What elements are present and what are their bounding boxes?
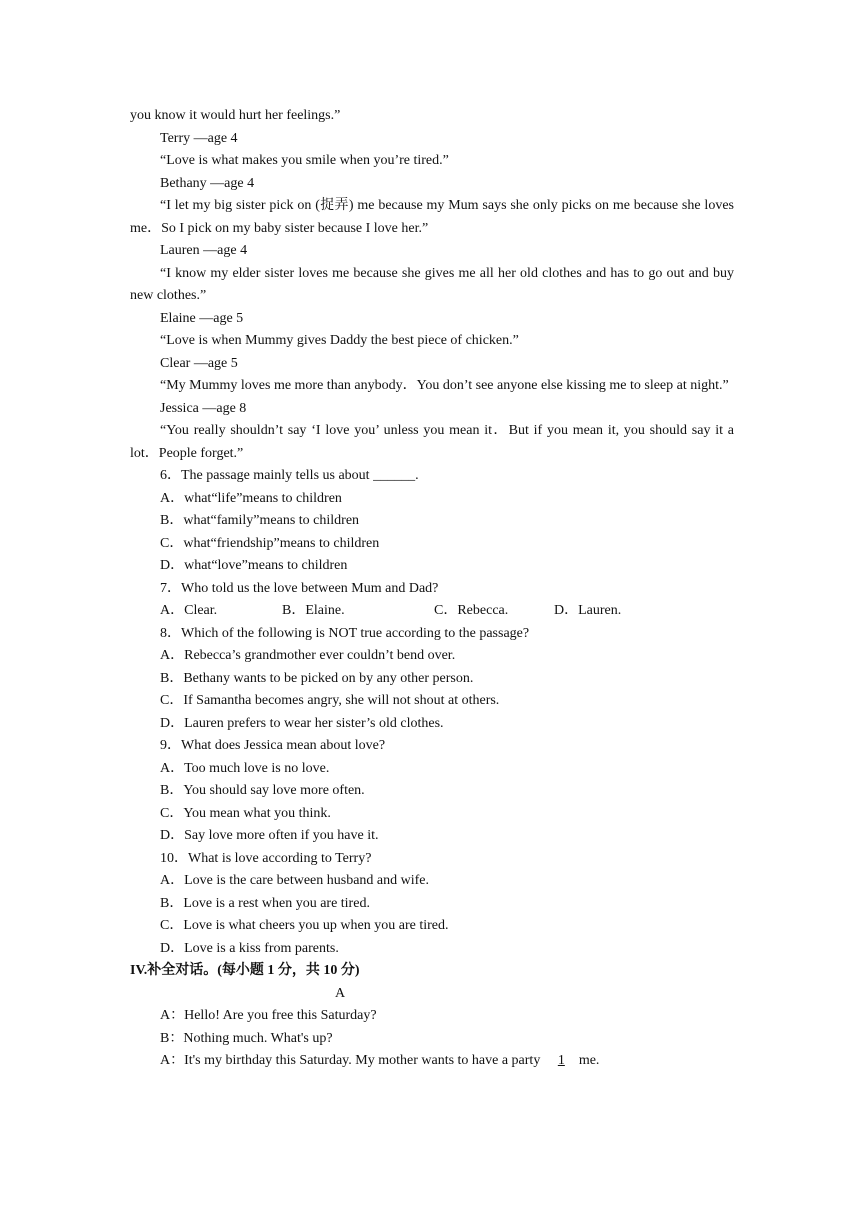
answer-option: C．Rebecca. [434,603,509,618]
section-heading: IV.补全对话。(每小题 1 分，共 10 分) [130,963,360,978]
speaker-name: Elaine —age 5 [160,310,244,326]
question-stem: 10．What is love according to Terry? [160,850,372,866]
speaker-name: Lauren —age 4 [160,243,248,258]
answer-blank: 1 [557,1053,565,1068]
answer-option: D．Love is a kiss from parents. [160,940,339,956]
part-label: A [334,985,346,1001]
answer-option: B．what“family”means to children [160,513,360,528]
question-stem: 7．Who told us the love between Mum and Dad? [160,580,439,596]
dialogue-line [130,1050,734,1073]
question-stem: 9．What does Jessica mean about love? [160,738,386,753]
answer-option: B．Elaine. [282,603,345,618]
dialogue-line: B：Nothing much. What's up? [160,1030,333,1046]
answer-option: A．Too much love is no love. [160,760,330,776]
answer-option: A．Love is the care between husband and wife. [160,873,430,888]
answer-option: D．what“love”means to children [160,558,348,573]
speaker-name: Jessica —age 8 [160,400,247,416]
answer-option: A．Clear. [160,603,218,618]
answer-option: C．what“friendship”means to children [160,535,380,551]
speaker-quote: “Love is what makes you smile when you’re tired.” [160,153,449,168]
question-stem: 6．The passage mainly tells us about ______. [160,468,419,483]
answer-option: C．You mean what you think. [160,805,331,821]
answer-option: D．Lauren prefers to wear her sister’s old clothes. [160,715,444,731]
answer-option: A．Rebecca’s grandmother ever couldn’t bend over. [160,648,456,663]
dialogue-line: A：Hello! Are you free this Saturday? [160,1008,377,1023]
speaker-quote: “Love is when Mummy gives Daddy the best piece of chicken.” [160,333,519,348]
answer-option: B．Love is a rest when you are tired. [160,895,370,911]
speaker-quote: “My Mummy loves me more than anybody．You don’t see anyone else kissing me to sleep at night.” [160,378,729,393]
speaker-name: Terry —age 4 [160,130,238,146]
answer-option: A．what“life”means to children [160,490,342,506]
answer-option: B．You should say love more often. [160,783,365,798]
answer-option: B．Bethany wants to be picked on by any other person. [160,670,474,686]
speaker-name: Clear —age 5 [160,355,238,371]
speaker-name: Bethany —age 4 [160,175,255,191]
page-content [130,105,734,1073]
question-stem: 8．Which of the following is NOT true according to the passage? [160,625,530,641]
answer-option: C．If Samantha becomes angry, she will not shout at others. [160,693,500,708]
dialogue-text: A：It's my birthday this Saturday. My mother wants to have a party [160,1053,541,1068]
answer-option: C．Love is what cheers you up when you are tired. [160,918,449,933]
dialogue-text-end: me. [578,1053,600,1068]
passage-line: you know it would hurt her feelings.” [130,108,341,123]
answer-option: D．Say love more often if you have it. [160,828,379,843]
speaker-quote: “I let my big sister pick on (捉弄) me because my Mum says she only picks on me because she loves me．So I pick on my baby sister because I love her.” [130,198,734,236]
speaker-quote: “You really shouldn’t say ‘I love you’ unless you mean it．But if you mean it, you should say it a lot．People forget.” [130,423,734,461]
speaker-quote: “I know my elder sister loves me because she gives me all her old clothes and has to go out and buy new clothes.” [130,265,734,303]
answer-option: D．Lauren. [554,603,622,618]
answer-options-row [130,600,734,623]
